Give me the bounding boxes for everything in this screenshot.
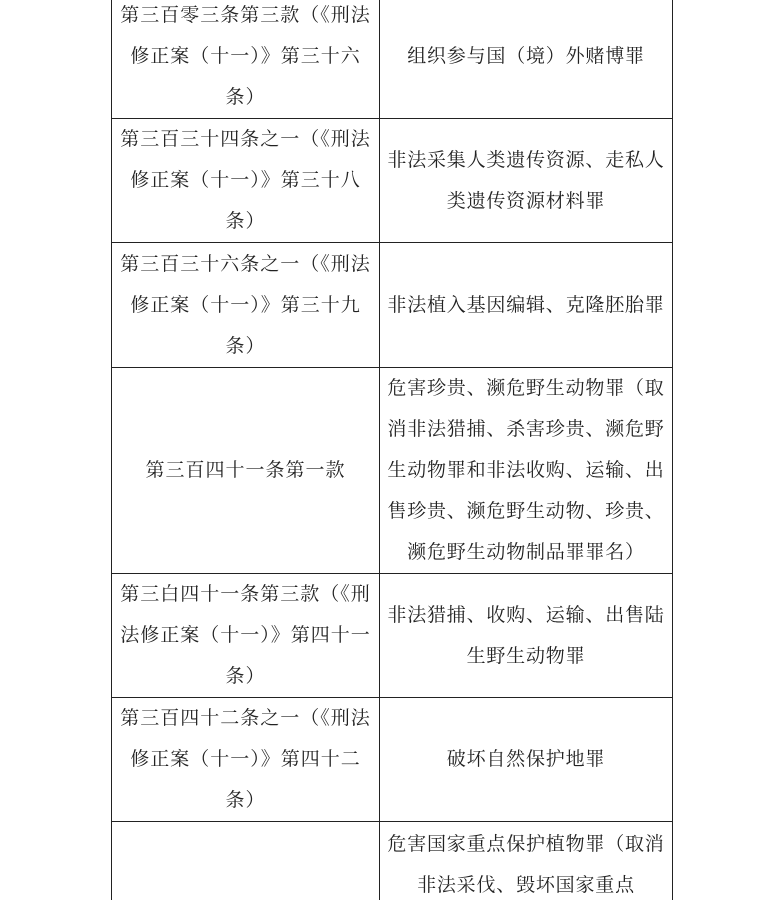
table-row [112,698,673,822]
article-cell: 第三百四十一条第一款 [112,368,380,574]
crime-name-cell: 组织参与国（境）外赌博罪 [379,0,672,119]
crime-name-cell: 非法猎捕、收购、运输、出售陆生野生动物罪 [379,574,672,698]
crime-name-cell: 非法采集人类遗传资源、走私人类遗传资源材料罪 [379,119,672,243]
article-cell: 第三白四十一条第三款（《刑法修正案（十一）》第四十一条） [112,574,380,698]
table-row [112,368,673,574]
crime-name-cell: 破坏自然保护地罪 [379,698,672,822]
table-row [112,822,673,900]
table-row [112,243,673,368]
article-cell: 第三百三十六条之一（《刑法修正案（十一）》第三十九条） [112,243,380,368]
article-cell [112,822,380,900]
article-cell: 第三百四十二条之一（《刑法修正案（十一）》第四十二条） [112,698,380,822]
table-row [112,574,673,698]
crime-name-cell: 非法植入基因编辑、克隆胚胎罪 [379,243,672,368]
table-row [112,119,673,243]
article-cell: 第三百零三条第三款（《刑法修正案（十一）》第三十六条） [112,0,380,119]
table-row [112,0,673,119]
crime-name-cell: 危害国家重点保护植物罪（取消非法采伐、毁坏国家重点 [379,822,672,900]
crime-articles-table [111,0,673,900]
article-cell: 第三百三十四条之一（《刑法修正案（十一）》第三十八条） [112,119,380,243]
crime-name-cell: 危害珍贵、濒危野生动物罪（取消非法猎捕、杀害珍贵、濒危野生动物罪和非法收购、运输、出售珍贵、濒危野生动物、珍贵、濒危野生动物制品罪罪名） [379,368,672,574]
